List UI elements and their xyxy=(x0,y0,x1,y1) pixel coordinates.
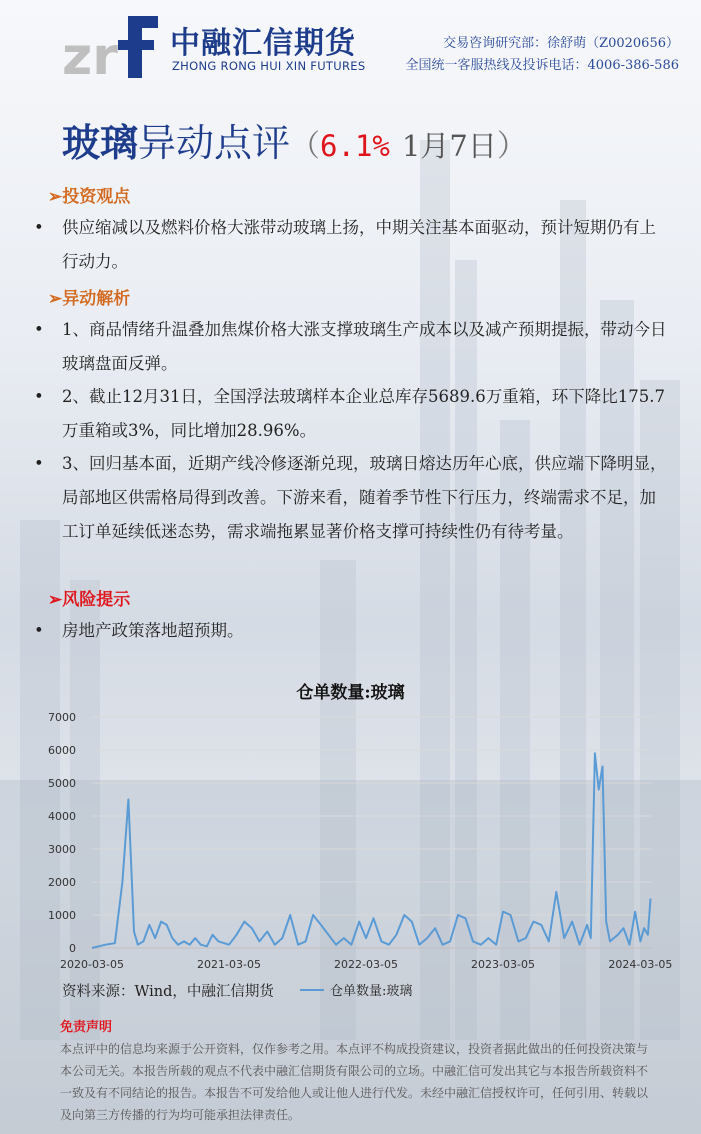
svg-text:zr: zr xyxy=(62,27,118,80)
header xyxy=(0,0,701,95)
y-tick-label: 0 xyxy=(69,942,76,955)
arrow-icon: ➢ xyxy=(48,289,63,309)
contact-info xyxy=(406,33,680,77)
bullet-icon: • xyxy=(34,454,44,473)
bullet-icon: • xyxy=(34,320,44,339)
logo-chinese-name: 中融汇信期货 xyxy=(170,26,356,61)
legend-swatch xyxy=(300,989,324,991)
x-tick-label: 2021-03-05 xyxy=(197,958,261,971)
y-tick-label: 5000 xyxy=(48,777,76,790)
bullet-icon: • xyxy=(34,387,44,406)
analysis-item: • 3、回归基本面，近期产线冷修逐渐兑现，玻璃日熔达历年心底，供应端下降明显，局部地区供需格局得到改善。下游来看，随着季节性下行压力，终端需求不足，加工订单延续低迷态势，需求端拖累显著价格支撑可持续性仍有待考量。 xyxy=(48,447,670,549)
warehouse-receipt-chart xyxy=(0,700,701,975)
title-change: 6.1% xyxy=(320,129,390,163)
x-tick-label: 2020-03-05 xyxy=(60,958,124,971)
bullet-icon: • xyxy=(34,218,44,237)
chart-legend xyxy=(300,980,412,999)
arrow-icon: ➢ xyxy=(48,187,63,207)
risk-text: • 房地产政策落地超预期。 xyxy=(48,614,670,648)
analyst-line: 交易咨询研究部：徐舒萌（Z0020656） xyxy=(443,36,679,51)
disclaimer-heading: 免责声明 xyxy=(60,1020,113,1035)
section-risk: ➢风险提示 xyxy=(48,590,131,610)
y-tick-label: 2000 xyxy=(48,876,76,889)
hotline-line: 全国统一客服热线及投诉电话：4006-386-586 xyxy=(405,58,679,73)
data-source: 资料来源：Wind，中融汇信期货 xyxy=(62,984,274,1000)
chart-title: 仓单数量:玻璃 xyxy=(296,683,405,703)
legend-label: 仓单数量:玻璃 xyxy=(330,984,413,999)
section-analysis: ➢异动解析 xyxy=(48,289,131,309)
y-tick-label: 3000 xyxy=(48,843,76,856)
y-tick-label: 1000 xyxy=(48,909,76,922)
y-tick-label: 7000 xyxy=(48,711,76,724)
title-date: 1月7日 xyxy=(401,129,497,163)
title-paren-close: ） xyxy=(496,129,527,164)
disclaimer-text: 本点评中的信息均来源于公开资料，仅作参考之用。本点评不构成投资建议，投资者据此做出的任何投资决策与本公司无关。本报告所载的观点不代表中融汇信期货有限公司的立场。中融汇信可发出其它与本报告所载资料不一致及有不同结论的报告。本报告不可发给他人或让他人进行代发。未经中融汇信授权许可，任何引用、转载以及向第三方传播的行为均可能承担法律责任。 xyxy=(60,1042,649,1122)
investment-view-text: • 供应缩减以及燃料价格大涨带动玻璃上扬，中期关注基本面驱动，预计短期仍有上行动力。 xyxy=(48,211,670,279)
analysis-item: • 1、商品情绪升温叠加焦煤价格大涨支撑玻璃生产成本以及减产预期提振，带动今日玻璃盘面反弹。 xyxy=(48,313,670,381)
report-title xyxy=(62,112,527,167)
title-paren-open: （ xyxy=(290,129,321,164)
arrow-icon: ➢ xyxy=(48,590,63,610)
x-tick-label: 2023-03-05 xyxy=(471,958,535,971)
title-product: 玻璃 xyxy=(62,120,139,165)
section-investment-view: ➢投资观点 xyxy=(48,187,131,207)
y-tick-label: 4000 xyxy=(48,810,76,823)
title-topic: 异动点评 xyxy=(138,121,291,165)
analysis-item: • 2、截止12月31日，全国浮法玻璃样本企业总库存5689.6万重箱，环下降比175.7万重箱或3%，同比增加28.96%。 xyxy=(48,380,670,448)
logo-english-name: ZHONG RONG HUI XIN FUTURES xyxy=(172,59,366,73)
x-tick-label: 2022-03-05 xyxy=(334,958,398,971)
company-logo-icon xyxy=(62,12,162,80)
y-tick-label: 6000 xyxy=(48,744,76,757)
bullet-icon: • xyxy=(34,621,44,640)
x-tick-label: 2024-03-05 xyxy=(608,958,673,971)
